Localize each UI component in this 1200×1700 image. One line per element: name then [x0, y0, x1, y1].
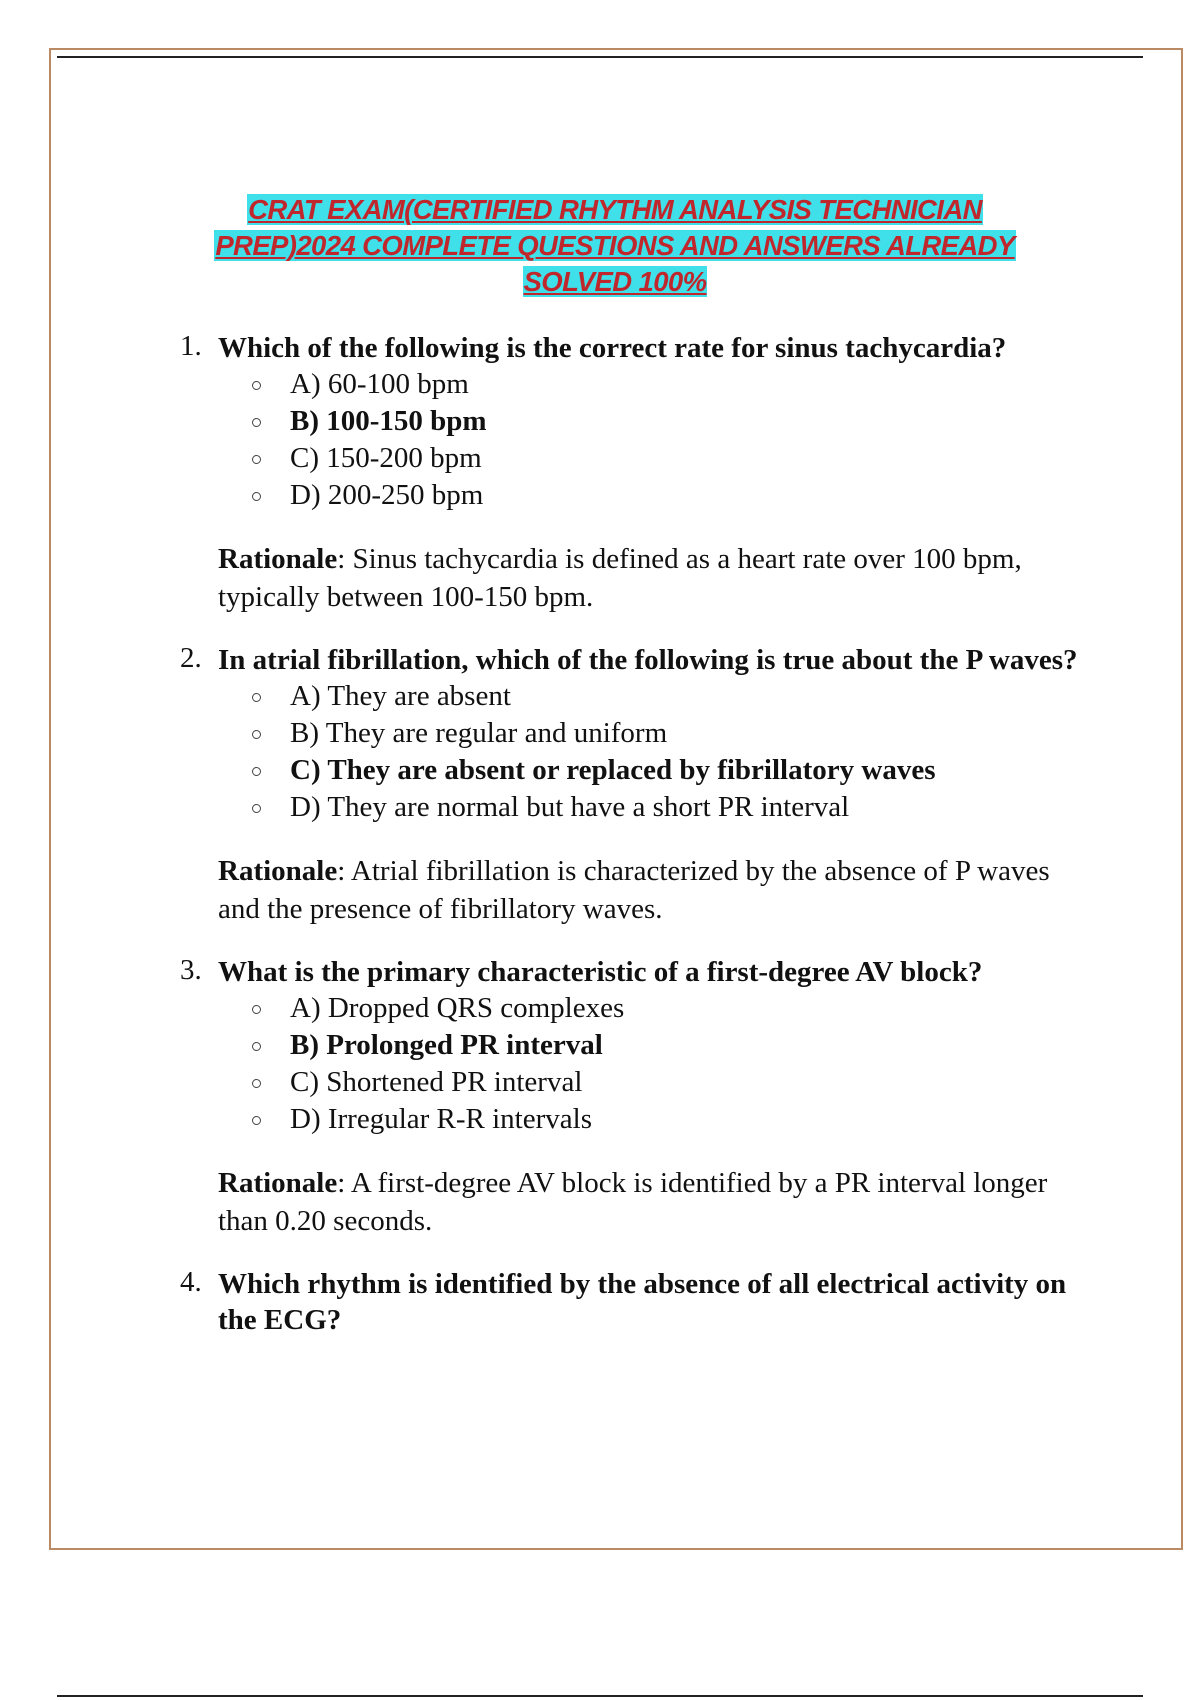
answer-option	[290, 477, 1080, 514]
question-item	[180, 642, 1080, 928]
answer-option	[290, 440, 1080, 477]
option-list	[218, 678, 1080, 826]
answer-option	[290, 1064, 1080, 1101]
rationale	[218, 540, 1080, 616]
top-rule	[57, 56, 1143, 58]
option-list	[218, 366, 1080, 514]
answer-option	[290, 678, 1080, 715]
answer-option	[290, 789, 1080, 826]
correct-answer-option	[290, 403, 1080, 440]
circle-bullet-icon	[252, 767, 261, 776]
circle-bullet-icon	[252, 1005, 261, 1014]
rationale-label: Rationale	[218, 543, 338, 575]
rationale-text: : Sinus tachycardia is defined as a heart rate over 100 bpm, typically between 100-150 bpm.	[218, 543, 1022, 613]
question-text: In atrial fibrillation, which of the following is true about the P waves?	[218, 644, 1078, 676]
option-text: C) They are absent or replaced by fibrillatory waves	[290, 754, 936, 786]
rationale	[218, 852, 1080, 928]
option-text: C) Shortened PR interval	[290, 1066, 583, 1098]
circle-bullet-icon	[252, 492, 261, 501]
circle-bullet-icon	[252, 730, 261, 739]
question-number: 1.	[180, 330, 202, 362]
question-text: What is the primary characteristic of a first-degree AV block?	[218, 956, 983, 988]
option-text: B) They are regular and uniform	[290, 717, 668, 749]
circle-bullet-icon	[252, 693, 261, 702]
answer-option	[290, 1101, 1080, 1138]
rationale-label: Rationale	[218, 855, 338, 887]
circle-bullet-icon	[252, 381, 261, 390]
correct-answer-option	[290, 1027, 1080, 1064]
rationale-text: : A first-degree AV block is identified by a PR interval longer than 0.20 seconds.	[218, 1167, 1048, 1237]
rationale	[218, 1164, 1080, 1240]
option-text: C) 150-200 bpm	[290, 442, 482, 474]
circle-bullet-icon	[252, 455, 261, 464]
answer-option	[290, 990, 1080, 1027]
answer-option	[290, 715, 1080, 752]
circle-bullet-icon	[252, 1079, 261, 1088]
option-text: A) Dropped QRS complexes	[290, 992, 625, 1024]
question-item	[180, 1266, 1080, 1338]
title-line-2: PREP)2024 COMPLETE QUESTIONS AND ANSWERS ALREADY	[215, 230, 1015, 261]
option-text: D) 200-250 bpm	[290, 479, 484, 511]
option-text: B) 100-150 bpm	[290, 405, 487, 437]
option-text: B) Prolonged PR interval	[290, 1029, 603, 1061]
option-text: A) 60-100 bpm	[290, 368, 469, 400]
circle-bullet-icon	[252, 418, 261, 427]
question-item	[180, 954, 1080, 1240]
question-item	[180, 330, 1080, 616]
question-text: Which rhythm is identified by the absence of all electrical activity on the ECG?	[218, 1268, 1067, 1336]
question-number: 4.	[180, 1266, 202, 1298]
question-number: 2.	[180, 642, 202, 674]
answer-option	[290, 366, 1080, 403]
rationale-label: Rationale	[218, 1167, 338, 1199]
question-number: 3.	[180, 954, 202, 986]
option-text: D) Irregular R-R intervals	[290, 1103, 592, 1135]
option-list	[218, 990, 1080, 1138]
circle-bullet-icon	[252, 1042, 261, 1051]
rationale-text: : Atrial fibrillation is characterized by the absence of P waves and the presence of fibrillatory waves.	[218, 855, 1050, 925]
question-text: Which of the following is the correct rate for sinus tachycardia?	[218, 332, 1007, 364]
document-title	[150, 192, 1080, 300]
question-list	[180, 330, 1080, 1364]
correct-answer-option	[290, 752, 1080, 789]
option-text: D) They are normal but have a short PR interval	[290, 791, 850, 823]
title-line-3: SOLVED 100%	[523, 266, 707, 297]
title-line-1: CRAT EXAM(CERTIFIED RHYTHM ANALYSIS TECHNICIAN	[248, 194, 982, 225]
circle-bullet-icon	[252, 1116, 261, 1125]
option-text: A) They are absent	[290, 680, 511, 712]
bottom-rule	[57, 1695, 1143, 1697]
circle-bullet-icon	[252, 804, 261, 813]
